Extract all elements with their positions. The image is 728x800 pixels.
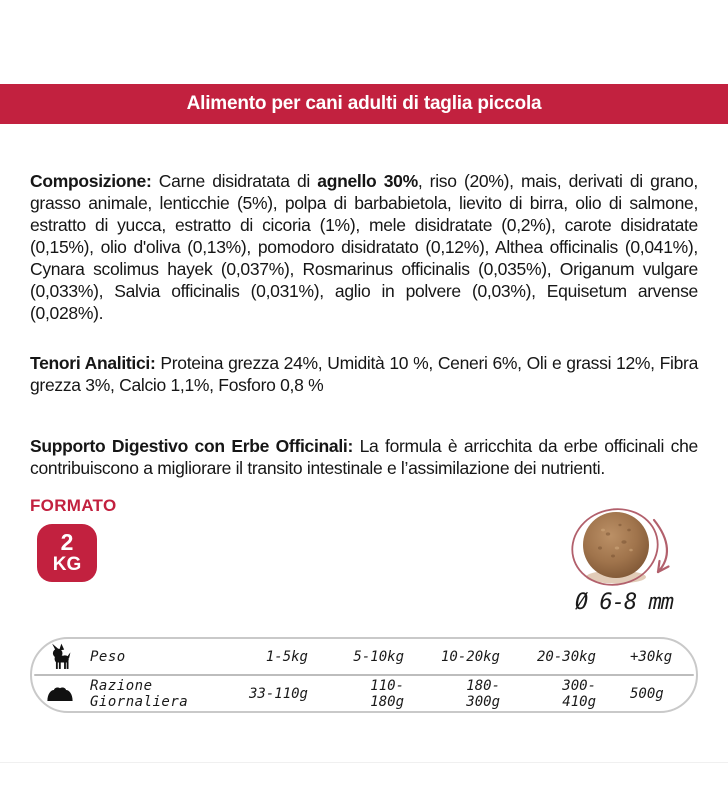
digestive-support-text: La formula è arricchita da erbe officinali che contribuiscono a migliorare il transito intestinale e l’assimilazione dei nutrienti.	[30, 435, 698, 478]
ration-amount: 300-410g	[562, 677, 596, 710]
digestive-support-paragraph	[30, 435, 698, 479]
weight-range: +30kg	[630, 648, 673, 665]
weight-range: 10-20kg	[440, 648, 500, 665]
table-row-weight	[32, 639, 696, 674]
analytical-label: Tenori Analitici:	[30, 352, 156, 373]
composition-lead: Carne disidratata di	[151, 170, 318, 191]
table-row-ration	[32, 676, 696, 711]
row-label-ration: Razione Giornaliera	[90, 677, 189, 710]
weight-badge-unit: KG	[52, 554, 82, 575]
hand-drawn-arrow-annotation	[654, 520, 669, 572]
ration-amount: 180-300g	[466, 677, 500, 710]
row-label-weight: Peso	[90, 648, 126, 665]
dog-icon	[32, 643, 88, 670]
weight-range: 1-5kg	[265, 648, 308, 665]
composition-highlight: agnello 30%	[317, 170, 418, 191]
analytical-paragraph	[30, 352, 698, 396]
composition-label: Composizione:	[30, 170, 152, 191]
kibble-photo-icon	[565, 500, 683, 592]
ration-amount: 110-180g	[370, 677, 404, 710]
banner-title: Alimento per cani adulti di taglia piccola	[186, 93, 542, 114]
page-divider	[0, 762, 728, 763]
weight-range: 5-10kg	[353, 648, 404, 665]
composition-text: , riso (20%), mais, derivati di grano, grasso animale, lenticchie (5%), polpa di barbabietola, lievito di birra, olio di salmone, estratto di yucca, estratto di cicoria (1%), mele disidratate (0,2%), carote disidratate (0,15%), olio d'oliva (0,13%), pomodoro disidratato (0,12%), Althea officinalis (0,041%), Cynara scolimus hayek (0,037%), Rosmarinus officinalis (0,035%), Origanum vulgare (0,033%), Salvia officinalis (0,031%), aglio in polvere (0,03%), Equisetum arvense (0,028%).	[30, 170, 698, 323]
kibble-diameter-label: Ø 6-8 mm	[575, 590, 673, 615]
bowl-icon	[32, 684, 88, 703]
product-banner	[0, 84, 728, 124]
digestive-support-label: Supporto Digestivo con Erbe Officinali:	[30, 435, 354, 456]
weight-badge	[37, 524, 97, 582]
ration-amount: 33-110g	[248, 685, 308, 702]
weight-range: 20-30kg	[536, 648, 596, 665]
formato-heading: FORMATO	[30, 496, 117, 515]
feeding-ration-table	[30, 637, 698, 713]
kibble-size-figure	[562, 500, 686, 615]
ration-amount: 500g	[630, 685, 664, 702]
composition-paragraph	[30, 170, 698, 324]
weight-badge-value: 2	[60, 529, 74, 555]
analytical-text: Proteina grezza 24%, Umidità 10 %, Ceneri 6%, Oli e grassi 12%, Fibra grezza 3%, Calcio 1,1%, Fosforo 0,8 %	[30, 352, 698, 395]
